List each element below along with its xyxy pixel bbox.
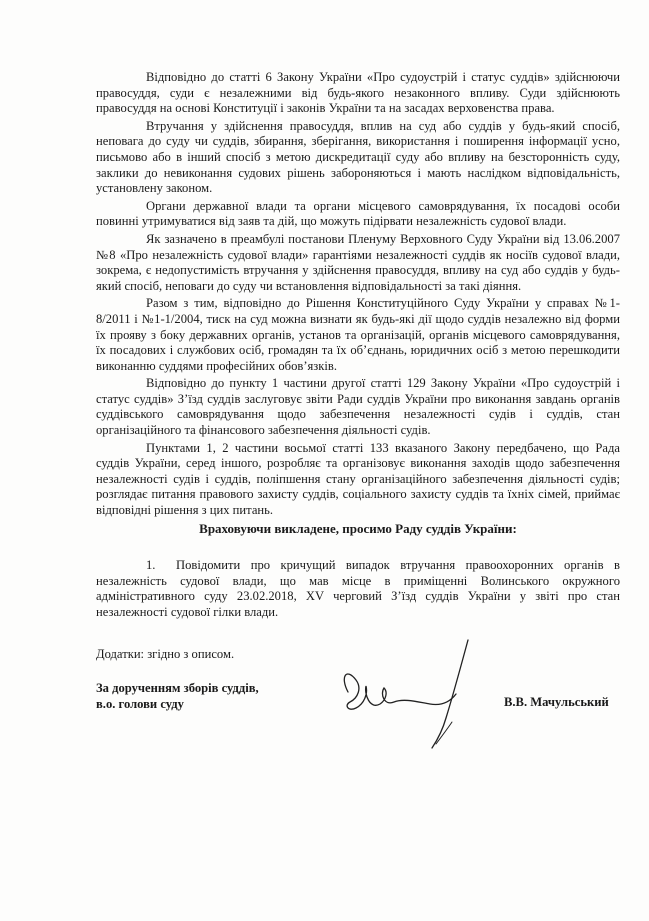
document-body (96, 70, 620, 521)
signer-title-line1: За дорученням зборів суддів, (96, 681, 259, 695)
paragraph-article-129: Відповідно до пункту 1 частини другої статті 129 Закону України «Про судоустрій і статус суддів» З’їзд суддів заслуговує звіти Ради суддів України про виконання завдань органів суддівського самоврядування щодо забезпечення незалежності судів і суддів, стан організаційного та фінансового забезпечення діяльності судів. (96, 376, 620, 438)
signer-title (96, 680, 259, 712)
signer-title-line2: в.о. голови суду (96, 697, 184, 711)
request-number: 1. (146, 558, 156, 572)
request-text: Повідомити про кричущий випадок втручання правоохоронних органів в незалежність судової влади, що мав місце в приміщенні Волинського окружного адміністративного суду 23.02.2018, XV черговий З’їзд суддів України у звіті про стан незалежності судової гілки влади. (96, 558, 620, 619)
request-heading: Враховуючи викладене, просимо Раду суддів України: (199, 521, 517, 536)
paragraph-constitutional-court: Разом з тим, відповідно до Рішення Конституційного Суду України у справах №1-8/2011 і №1-1/2004, тиск на суд можна визнати як будь-які дії щодо суддів незалежно від форми їх прояву з боку державних органів, установ та організацій, органів місцевого самоврядування, їх посадових і службових осіб, громадян та їх об’єднань, юридичних осіб з метою перешкодити виконанню суддями професійних обов’язків. (96, 296, 620, 373)
request-item (96, 558, 620, 620)
paragraph-article-6: Відповідно до статті 6 Закону України «Про судоустрій і статус суддів» здійснюючи правосуддя, суди є незалежними від будь-якого незаконного впливу. Суди здійснюють правосуддя на основі Конституції і законів України та на засадах верховенства права. (96, 70, 620, 116)
signer-name: В.В. Мачульський (504, 695, 609, 709)
paragraph-authorities: Органи державної влади та органи місцевого самоврядування, їх посадові особи повинні утримуватися від заяв та дій, що можуть підірвати незалежність судової влади. (96, 198, 620, 229)
paragraph-article-133: Пунктами 1, 2 частини восьмої статті 133 вказаного Закону передбачено, що Рада суддів України, серед іншого, розробляє та організовує виконання заходів щодо забезпечення незалежності судів і суддів, поліпшення стану організаційного забезпечення діяльності судів; розглядає питання правового захисту суддів, соціального захисту суддів та їхніх сімей, приймає відповідні рішення з цих питань. (96, 440, 620, 518)
attachments-note: Додатки: згідно з описом. (96, 647, 235, 661)
handwritten-signature (318, 632, 488, 752)
paragraph-plenum: Як зазначено в преамбулі постанови Пленуму Верховного Суду України від 13.06.2007 №8 «Про незалежність судової влади» гарантіями незалежності суддів як носіїв судової влади, зокрема, є недопустимість втручання у здійснення правосуддя, впливу на суд або суддів у будь-який спосіб, неповаги до суду чи встановлення відповідальності за такі діяння. (96, 231, 620, 293)
paragraph-interference: Втручання у здійснення правосуддя, вплив на суд або суддів у будь-який спосіб, неповага до суду чи суддів, збирання, зберігання, використання і поширення інформації усно, письмово або в інший спосіб з метою дискредитації суду або впливу на безсторонність суду, заклики до невиконання судових рішень забороняються і мають наслідком відповідальність, установлену законом. (96, 118, 620, 196)
